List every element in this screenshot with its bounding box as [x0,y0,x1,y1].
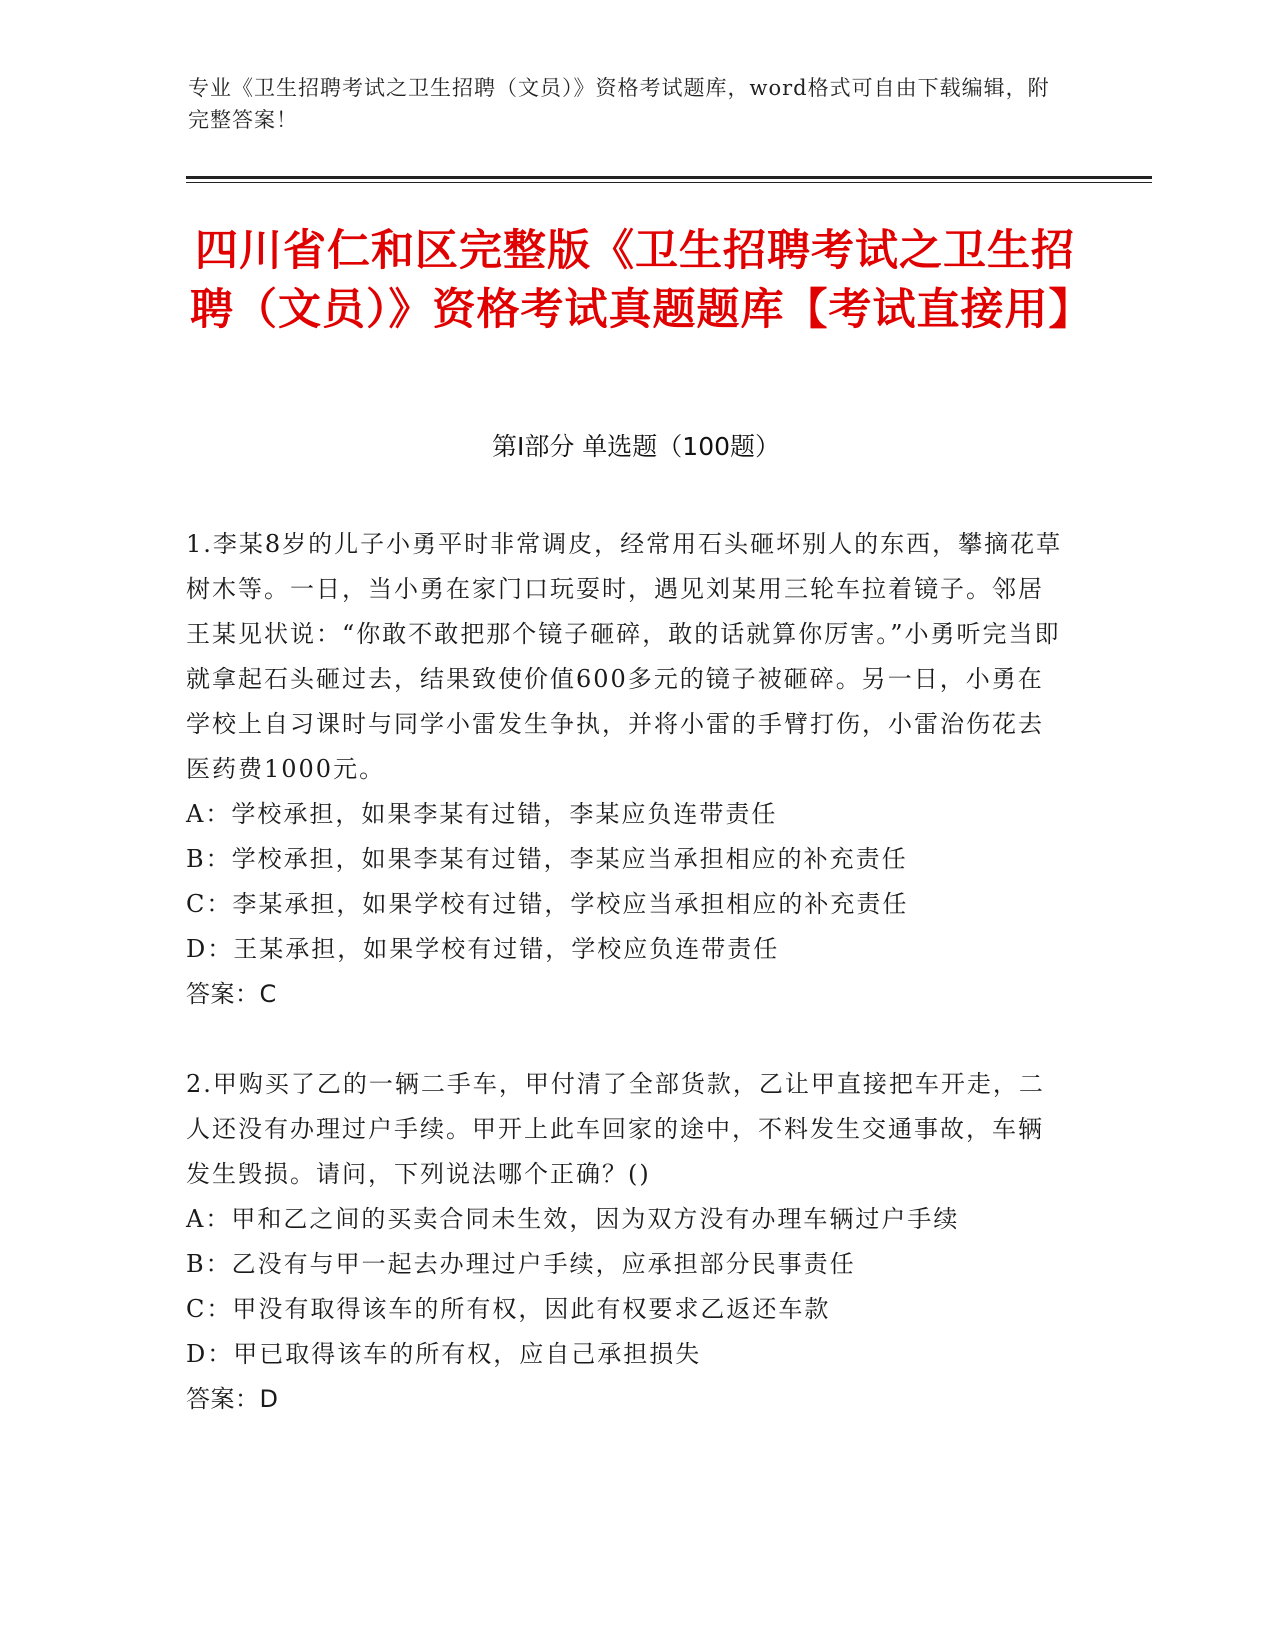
question-stem: 1.李某8岁的儿子小勇平时非常调皮，经常用石头砸坏别人的东西，攀摘花草树木等。一日，当小勇在家门口玩耍时，遇见刘某用三轮车拉着镜子。邻居王某见状说：“你敢不敢把那个镜子砸碎，敢的话就算你厉害。”小勇听完当即就拿起石头砸过去，结果致使价值600多元的镜子被砸碎。另一日，小勇在学校上自习课时与同学小雷发生争执，并将小雷的手臂打伤，小雷治伤花去医药费1000元。 [186,530,1063,783]
answer: 答案：C [186,980,277,1008]
option-a: A：甲和乙之间的买卖合同未生效，因为双方没有办理车辆过户手续 [186,1205,960,1233]
option-a: A：学校承担，如果李某有过错，李某应负连带责任 [186,800,778,828]
question-stem: 2.甲购买了乙的一辆二手车，甲付清了全部货款，乙让甲直接把车开走，二人还没有办理过户手续。甲开上此车回家的途中，不料发生交通事故，车辆发生毁损。请问，下列说法哪个正确？() [186,1070,1045,1188]
option-d: D：王某承担，如果学校有过错，学校应负连带责任 [186,935,780,963]
option-c: C：甲没有取得该车的所有权，因此有权要求乙返还车款 [186,1295,831,1323]
option-d: D：甲已取得该车的所有权，应自己承担损失 [186,1340,702,1368]
header-rule-thin [186,182,1152,183]
option-c: C：李某承担，如果学校有过错，学校应当承担相应的补充责任 [186,890,909,918]
question-2 [186,1062,1066,1422]
section-heading: 第Ⅰ部分 单选题（100题） [491,432,781,461]
answer: 答案：D [186,1385,279,1413]
option-b: B：乙没有与甲一起去办理过户手续，应承担部分民事责任 [186,1250,856,1278]
header-note: 专业《卫生招聘考试之卫生招聘（文员）》资格考试题库，word格式可自由下载编辑，附完整答案！ [188,76,1050,132]
option-b: B：学校承担，如果李某有过错，李某应当承担相应的补充责任 [186,845,908,873]
header-rule-thick [186,176,1152,179]
question-1 [186,522,1066,1017]
document-title: 四川省仁和区完整版《卫生招聘考试之卫生招聘（文员）》资格考试真题题库【考试直接用】 [190,226,1093,335]
